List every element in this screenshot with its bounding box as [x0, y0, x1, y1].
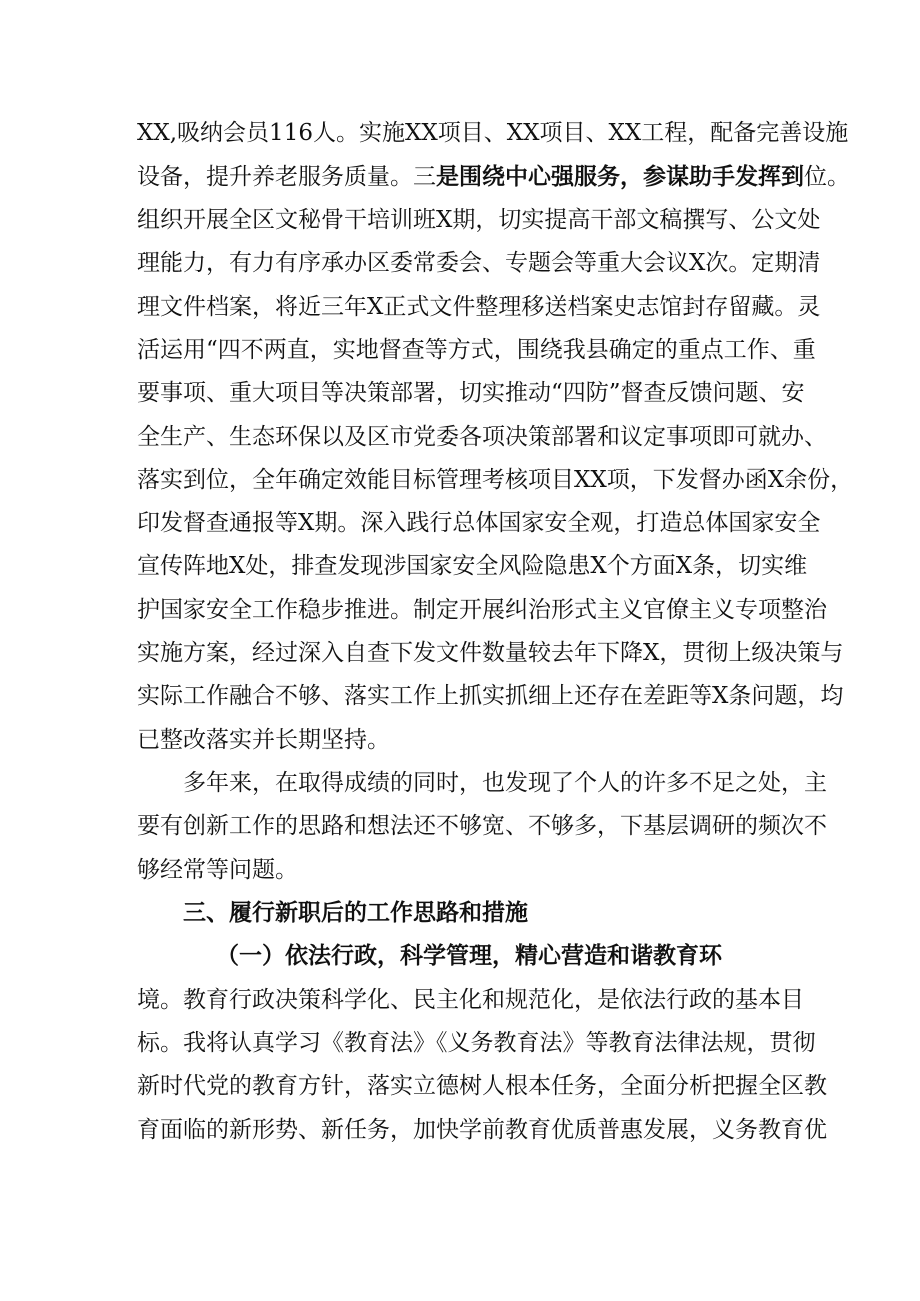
paragraph-line: 实际工作融合不够、落实工作上抓实抓细上还存在差距等X条问题，均	[137, 683, 844, 709]
paragraph-line: 印发督查通报等X期。深入践行总体国家安全观，打造总体国家安全	[137, 510, 821, 536]
paragraph-line: 新时代党的教育方针，落实立德树人根本任务，全面分析把握全区教	[137, 1073, 827, 1099]
bold-heading-text: 是围绕中心强服务，参谋助手发挥到	[436, 163, 804, 190]
paragraph-line: 境。教育行政决策科学化、民主化和规范化，是依法行政的基本目	[137, 987, 804, 1013]
paragraph-line: 护国家安全工作稳步推进。制定开展纠治形式主义官僚主义专项整治	[137, 597, 827, 623]
line-text: 位。	[804, 164, 850, 190]
paragraph-line: XX,吸纳会员116人。实施XX项目、XX项目、XX工程，配备完善设施	[137, 120, 849, 146]
section-heading: 三、履行新职后的工作思路和措施	[183, 899, 528, 926]
paragraph-line: 要事项、重大项目等决策部署，切实推动“四防”督查反馈问题、安	[137, 380, 805, 406]
paragraph-line: 要有创新工作的思路和想法还不够宽、不够多，下基层调研的频次不	[137, 813, 827, 839]
paragraph-line: 多年来，在取得成绩的同时，也发现了个人的许多不足之处，主	[183, 770, 827, 796]
subsection-heading: （一）依法行政，科学管理，精心营造和谐教育环	[216, 942, 722, 969]
paragraph-line: 育面临的新形势、新任务，加快学前教育优质普惠发展，义务教育优	[137, 1117, 827, 1143]
paragraph-line: 理文件档案，将近三年X正式文件整理移送档案史志馆封存留藏。灵	[137, 294, 821, 320]
paragraph-line: 标。我将认真学习《教育法》《义务教育法》等教育法律法规，贯彻	[137, 1030, 816, 1056]
paragraph-line: 理能力，有力有序承办区委常委会、专题会等重大会议X次。定期清	[137, 250, 821, 276]
paragraph-line: 组织开展全区文秘骨干培训班X期，切实提高干部文稿撰写、公文处	[137, 207, 821, 233]
paragraph-line	[137, 157, 850, 197]
paragraph-line: 够经常等问题。	[137, 857, 298, 883]
paragraph-line: 已整改落实并长期坚持。	[137, 727, 390, 753]
paragraph-line: 宣传阵地X处，排查发现涉国家安全风险隐患X个方面X条，切实维	[137, 553, 808, 579]
paragraph-line: 实施方案，经过深入自查下发文件数量较去年下降X，贯彻上级决策与	[137, 640, 844, 666]
paragraph-line: 活运用“四不两直，实地督查等方式，围绕我县确定的重点工作、重	[137, 337, 816, 363]
paragraph-line: 全生产、生态环保以及区市党委各项决策部署和议定事项即可就办、	[137, 424, 827, 450]
line-text: 设备，提升养老服务质量。三	[137, 164, 436, 190]
paragraph-line: 落实到位，全年确定效能目标管理考核项目XX项，下发督办函X余份，	[137, 467, 854, 493]
